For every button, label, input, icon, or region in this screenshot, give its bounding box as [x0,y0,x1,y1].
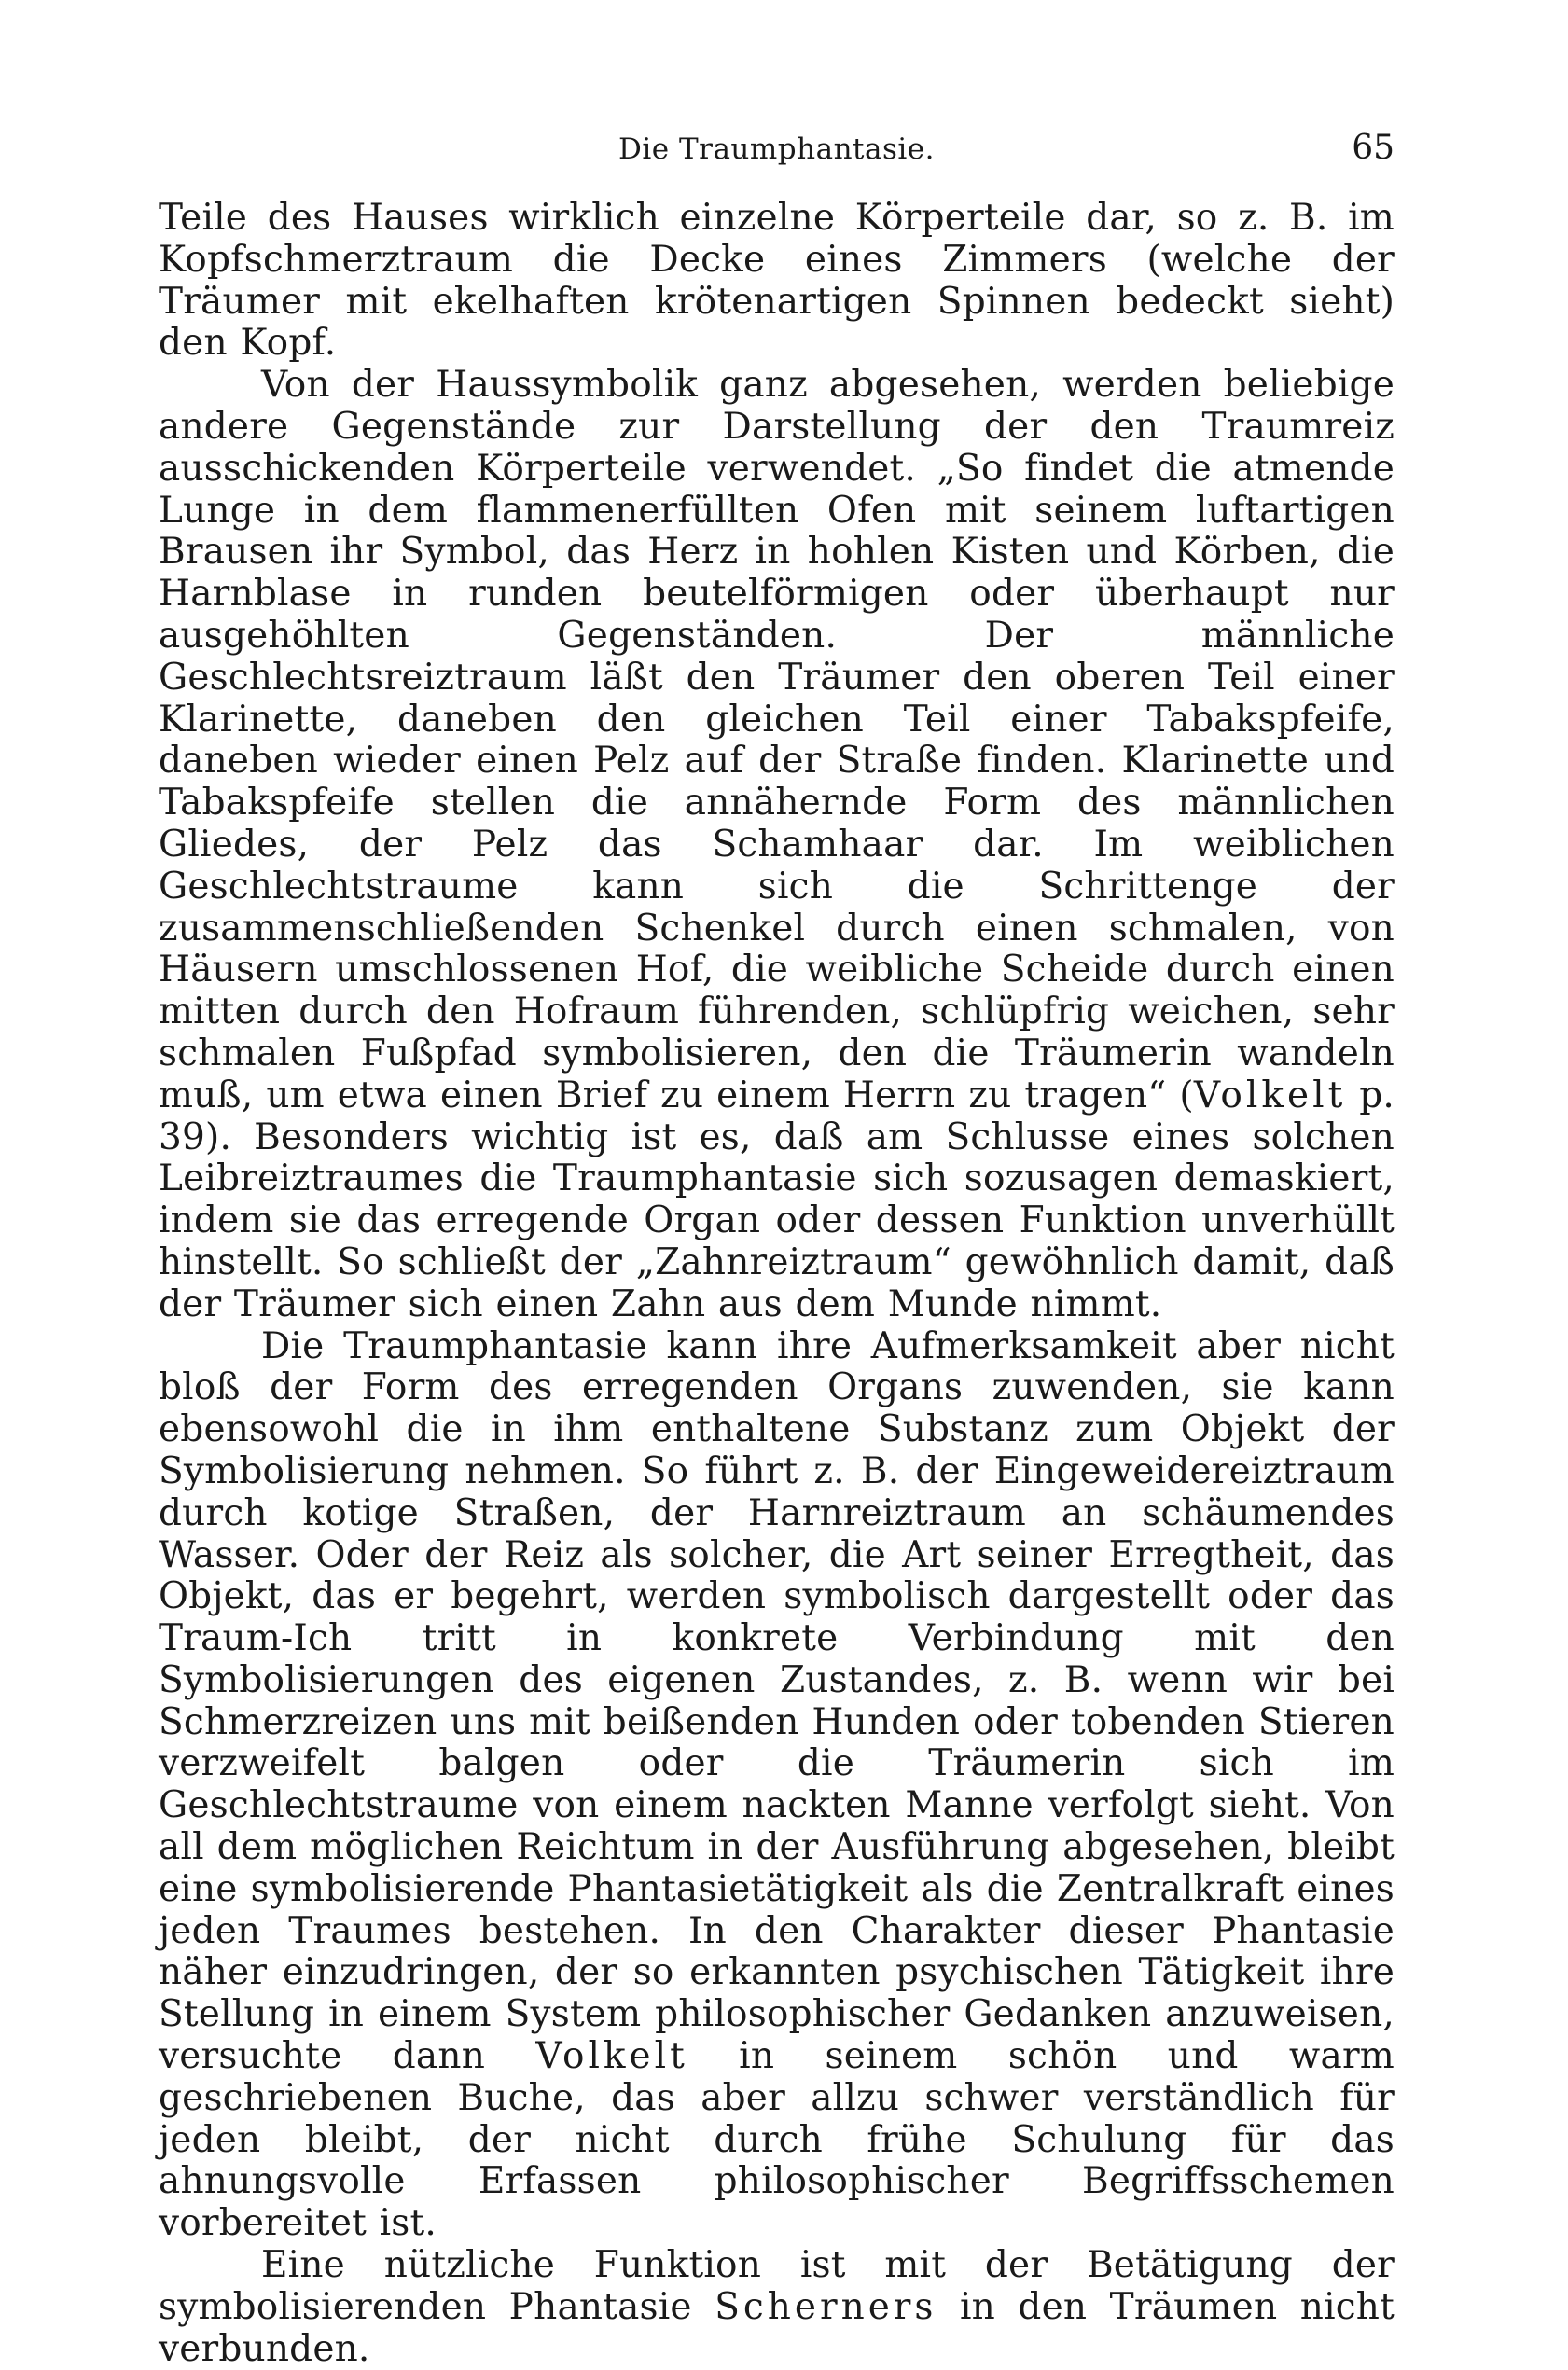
paragraph [159,1326,1395,2246]
page-number: 65 [1352,129,1395,167]
paragraph-text: in seinem schön und warm geschriebenen Buche, das aber allzu schwer verständlich für jeden bleibt, der nicht durch frühe Schulung für das ahnungsvolle Erfassen philosophischer Begriffsschemen vorbereitet ist. [159,2035,1395,2245]
paragraph [159,2245,1395,2370]
author-name: Volkelt [535,2035,688,2078]
paragraph-text: in den Träumen nicht verbunden. [159,2285,1395,2370]
paragraph-text: Eine nützliche Funktion ist mit der Betätigung der symbolisierenden Phantasie [159,2244,1395,2328]
paragraph-text: Teile des Hauses wirklich einzelne Körperteile dar, so z. B. im Kopfschmerztraum die Decke eines Zimmers (welche der Träumer mit ekelhaften krötenartigen Spinnen bedeckt sieht) den Kopf. [159,197,1395,365]
paragraph-text: p. 39). Besonders wichtig ist es, daß am Schlusse eines solchen Leibreiztraumes die Traumphantasie sich sozusagen demaskiert, indem sie das erregende Organ oder dessen Funktion unverhüllt hinstellt. So schließt der „Zahnreiztraum“ gewöhnlich damit, daß der Träumer sich einen Zahn aus dem Munde nimmt. [159,1074,1395,1325]
author-name: Scherners [715,2285,937,2328]
book-page [159,121,1395,2370]
running-head [159,121,1395,177]
author-name: Volkelt [1193,1074,1347,1116]
paragraph-text: Von der Haussymbolik ganz abgesehen, werden beliebige andere Gegenstände zur Darstellung der den Traumreiz ausschickenden Körperteile verwendet. „So findet die atmende Lunge in dem flammenerfüllten Ofen mit seinem luftartigen Brausen ihr Symbol, das Herz in hohlen Kisten und Körben, die Harnblase in runden beutelförmigen oder überhaupt nur ausgehöhlten Gegenständen. Der männliche Geschlechtsreiztraum läßt den Träumer den oberen Teil einer Klarinette, daneben den gleichen Teil einer Tabakspfeife, daneben wieder einen Pelz auf der Straße finden. Klarinette und Tabakspfeife stellen die annähernde Form des männlichen Gliedes, der Pelz das Schamhaar dar. Im weiblichen Geschlechtstraume kann sich die Schrittenge der zusammenschließenden Schenkel durch einen schmalen, von Häusern umschlossenen Hof, die weibliche Scheide durch einen mitten durch den Hofraum führenden, schlüpfrig weichen, sehr schmalen Fußpfad symbolisieren, den die Träumerin wandeln muß, um etwa einen Brief zu einem Herrn zu tragen“ ( [159,364,1395,1116]
running-title: Die Traumphantasie. [617,132,936,166]
paragraph [159,365,1395,1325]
paragraph-text: Die Traumphantasie kann ihre Aufmerksamkeit aber nicht bloß der Form des erregenden Organs zuwenden, sie kann ebensowohl die in ihm enthaltene Substanz zum Objekt der Symbolisierung nehmen. So führt z. B. der Eingeweidereiztraum durch kotige Straßen, der Harnreiztraum an schäumendes Wasser. Oder der Reiz als solcher, die Art seiner Erregtheit, das Objekt, das er begehrt, werden symbolisch dargestellt oder das Traum-Ich tritt in konkrete Verbindung mit den Symbolisierungen des eigenen Zustandes, z. B. wenn wir bei Schmerzreizen uns mit beißenden Hunden oder tobenden Stieren verzweifelt balgen oder die Träumerin sich im Geschlechtstraume von einem nackten Manne verfolgt sieht. Von all dem möglichen Reichtum in der Ausführung abgesehen, bleibt eine symbolisierende Phantasietätigkeit als die Zentralkraft eines jeden Traumes bestehen. In den Charakter dieser Phantasie näher einzudringen, der so erkannten psychischen Tätigkeit ihre Stellung in einem System philosophischer Gedanken anzuweisen, versuchte dann [159,1324,1395,2078]
paragraph-continuation [159,198,1395,365]
body-text [159,198,1395,2370]
